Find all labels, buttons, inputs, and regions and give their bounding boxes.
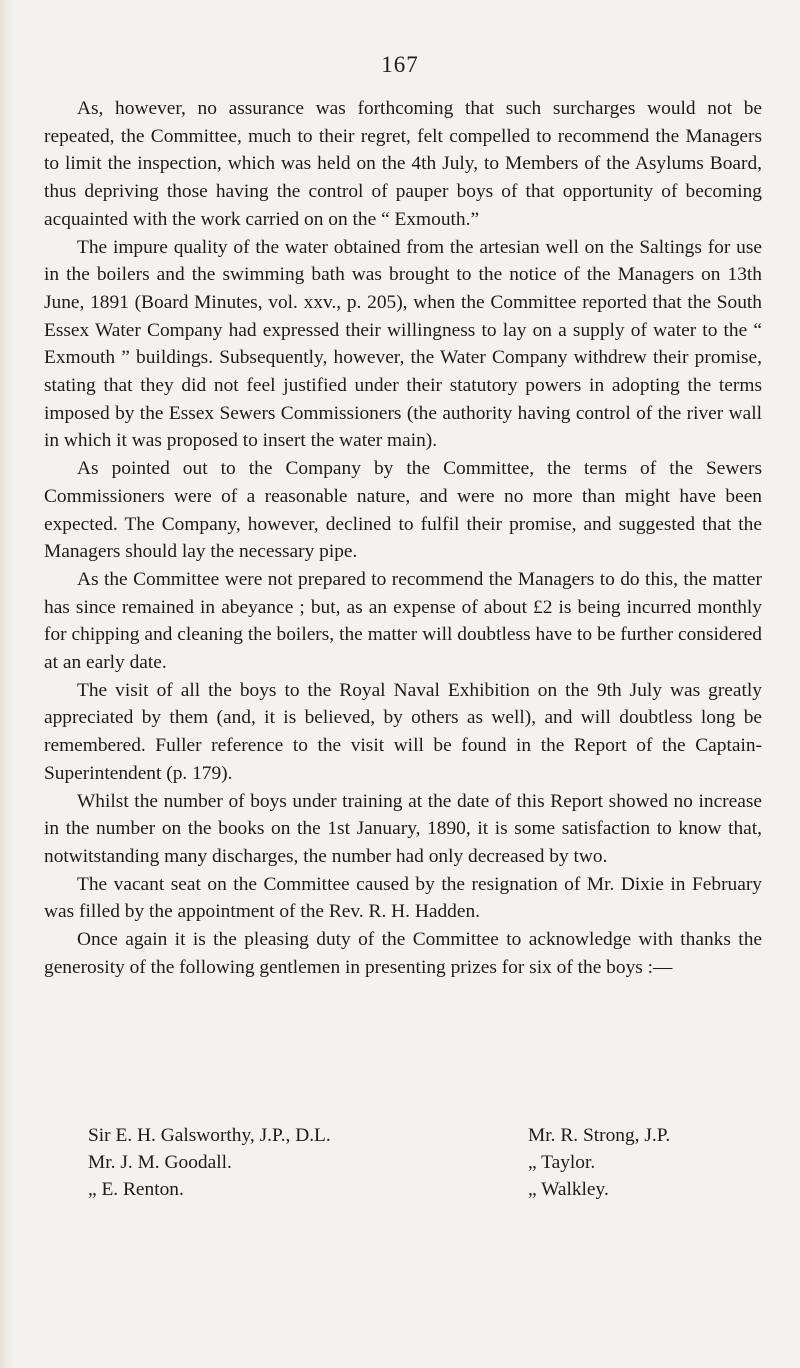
paragraph-prizes: Once again it is the pleasing duty of the Committee to acknowledge with thanks the generosity of the following gentlemen in presenting prizes for six of the boys :— [44, 929, 762, 978]
paragraph-naval-exhibition: The visit of all the boys to the Royal Naval Exhibition on the 9th July was greatly appreciated by them (and, it is believed, by others as well), and will doubtless long be remembered. Fuller reference to the visit will be found in the Report of the Captain-Superintendent (p. 179). [44, 679, 762, 784]
paragraph-water-supply: The impure quality of the water obtained from the artesian well on the Saltings for use in the boilers and the swimming bath was brought to the notice of the Managers on 13th June, 1891 (Board Minutes, vol. xxv., p. 205), when the Committee reported that the South Essex Water Company had expressed their willingness to lay on a supply of water to the “ Exmouth ” buildings. Subsequently, however, the Water Company withdrew their promise, stating that they did not feel justified under their statutory powers in adopting the terms imposed by the Essex Sewers Commissioners (the authority having control of the river wall in which it was proposed to insert the water main). [44, 236, 762, 452]
donor-name: Mr. R. Strong, J.P. [528, 1125, 671, 1146]
donor-name: „ Walkley. [528, 1179, 609, 1200]
donor-name: „ E. Renton. [88, 1179, 184, 1200]
body-text [44, 95, 762, 982]
page-edge-shadow [0, 0, 14, 1368]
page-number: 167 [381, 52, 419, 77]
paragraph-abeyance: As the Committee were not prepared to recommend the Managers to do this, the matter has since remained in abeyance ; but, as an expense of about £2 is being incurred monthly for chipping and cleaning the boilers, the matter will doubtless have to be further considered at an early date. [44, 568, 762, 674]
paragraph-sewers-commissioners: As pointed out to the Company by the Committee, the terms of the Sewers Commissioners were of a reasonable nature, and were no more than might have been expected. The Company, however, declined to fulfil their promise, and suggested that the Managers should lay the necessary pipe. [44, 458, 762, 563]
donor-name: Sir E. H. Galsworthy, J.P., D.L. [88, 1125, 331, 1146]
paragraph-vacant-seat: The vacant seat on the Committee caused by the resignation of Mr. Dixie in February was filled by the appointment of the Rev. R. H. Hadden. [44, 873, 762, 923]
donor-name: Mr. J. M. Goodall. [88, 1152, 232, 1173]
paragraph-boys-training: Whilst the number of boys under training at the date of this Report showed no increase in the number on the books on the 1st January, 1890, it is some satisfaction to know that, notwitstanding many discharges, the number had only decreased by two. [44, 790, 762, 867]
donor-name: „ Taylor. [528, 1152, 596, 1173]
paragraph-inspection: As, however, no assurance was forthcoming that such surcharges would not be repeated, the Committee, much to their regret, felt compelled to recommend the Managers to limit the inspection, which was held on the 4th July, to Members of the Asylums Board, thus depriving those having the control of pauper boys of that opportunity of becoming acquainted with the work carried on on the “ Exmouth.” [44, 98, 762, 230]
